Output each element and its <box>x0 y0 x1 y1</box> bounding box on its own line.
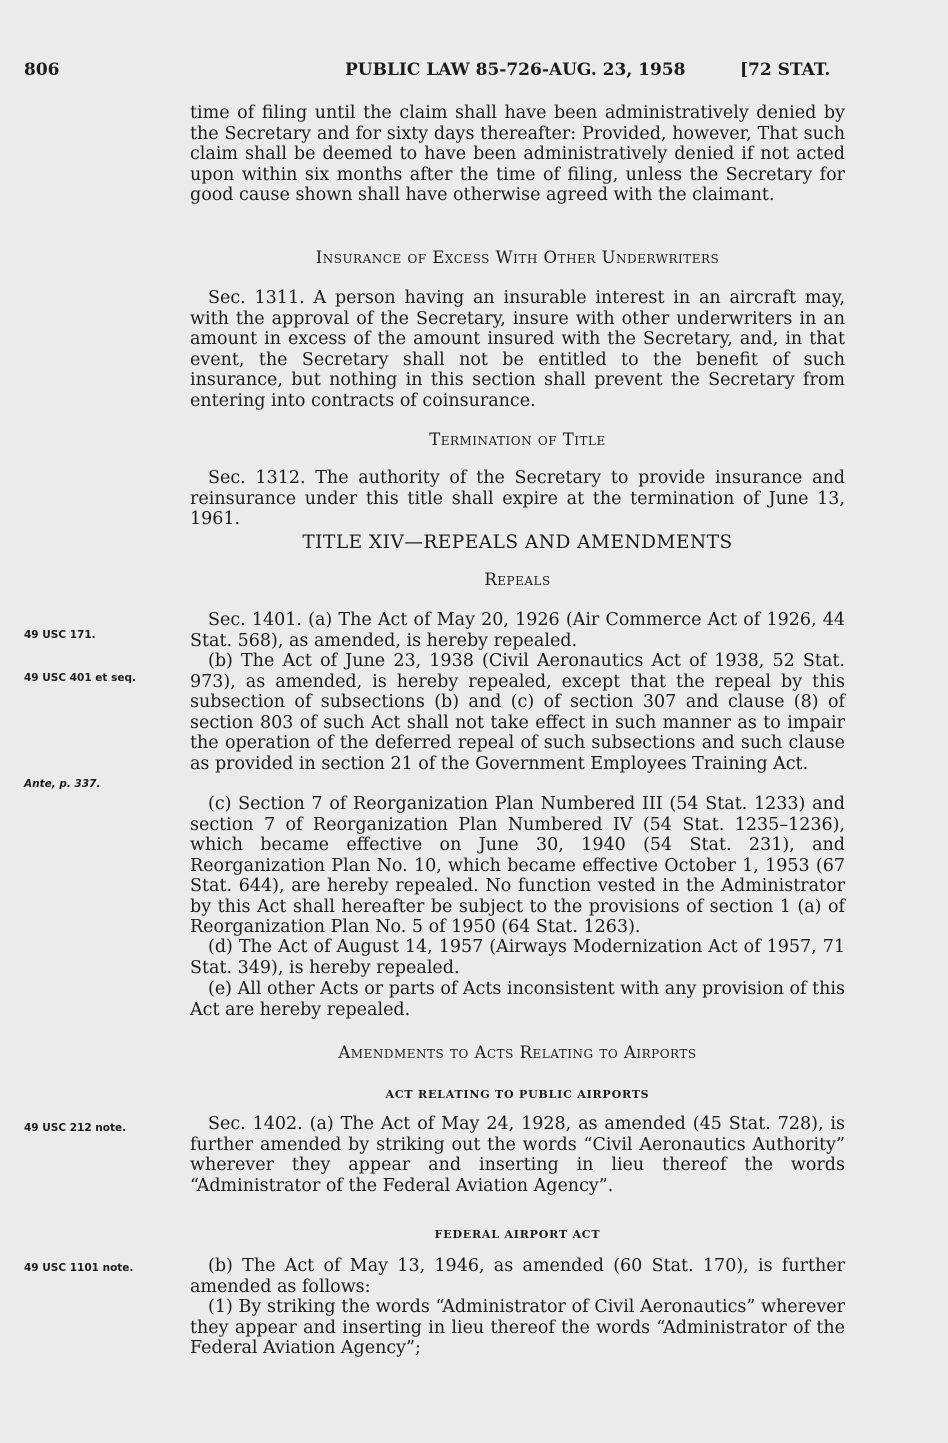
margin-note-ante-p-337: Ante, p. 337. <box>24 778 101 790</box>
paragraph-sec-1401-c: (c) Section 7 of Reorganization Plan Numbered III (54 Stat. 1233) and section 7 of Reorganization Plan Numbered IV (54 Stat. 1235–1236), which became effective on June 30, 1940 (54 Stat. 231), and Reorganization Plan No. 10, which became effective October 1, 1953 (67 Stat. 644), are hereby repealed. No function vested in the Administrator by this Act shall hereafter be subject to the provisions of section 1 (a) of Reorganization Plan No. 5 of 1950 (64 Stat. 1263). <box>190 794 845 937</box>
stat-reference: [72 STAT. <box>740 60 831 80</box>
margin-note-49-usc-212: 49 USC 212 note. <box>24 1122 127 1134</box>
paragraph-sec-1311: Sec. 1311. A person having an insurable interest in an aircraft may, with the approval of the Secretary, insure with other underwriters in an amount in excess of the amount insured with the Secretary, and, in that event, the Secretary shall not be entitled to the benefit of such insurance, but nothing in this section shall prevent the Secretary from entering into contracts of coinsurance. <box>190 288 845 411</box>
heading-amendments-airports: Amendments to Acts Relating to Airports <box>338 1043 697 1062</box>
margin-note-49-usc-401: 49 USC 401 et seq. <box>24 672 136 684</box>
title-xiv: TITLE XIV—REPEALS AND AMENDMENTS <box>302 532 733 553</box>
paragraph-sec-1401-a: Sec. 1401. (a) The Act of May 20, 1926 (Air Commerce Act of 1926, 44 Stat. 568), as amended, is hereby repealed. <box>190 610 845 651</box>
heading-termination-of-title: Termination of Title <box>429 430 606 449</box>
paragraph-sec-1402-a: Sec. 1402. (a) The Act of May 24, 1928, as amended (45 Stat. 728), is further amended by striking out the words “Civil Aeronautics Authority” wherever they appear and inserting in lieu thereof the words “Administrator of the Federal Aviation Agency”. <box>190 1114 845 1196</box>
paragraph-sec-1401-e: (e) All other Acts or parts of Acts inconsistent with any provision of this Act are hereby repealed. <box>190 979 845 1020</box>
heading-repeals: Repeals <box>484 570 551 589</box>
page-number: 806 <box>24 60 60 80</box>
paragraph-sec-1401-b: (b) The Act of June 23, 1938 (Civil Aeronautics Act of 1938, 52 Stat. 973), as amended, is hereby repealed, except that the repeal by this subsection of subsections (b) and (c) of section 307 and clause (8) of section 803 of such Act shall not take effect in such manner as to impair the operation of the deferred repeal of such subsections and such clause as provided in section 21 of the Government Employees Training Act. <box>190 651 845 774</box>
paragraph-sec-1402-b-1: (1) By striking the words “Administrator of Civil Aeronautics” wherever they appear and inserting in lieu thereof the words “Administrator of the Federal Aviation Agency”; <box>190 1297 845 1358</box>
subheading-public-airports: ACT RELATING TO PUBLIC AIRPORTS <box>385 1088 650 1101</box>
paragraph-sec-1312: Sec. 1312. The authority of the Secretary to provide insurance and reinsurance under this title shall expire at the termination of June 13, 1961. <box>190 468 845 529</box>
paragraph-claim-continuation: time of filing until the claim shall have been administratively denied by the Secretary and for sixty days thereafter: Provided, however, That such claim shall be deemed to have been administratively denied if not acted upon within six months after the time of filing, unless the Secretary for good cause shown shall have otherwise agreed with the claimant. <box>190 103 845 205</box>
paragraph-sec-1402-b: (b) The Act of May 13, 1946, as amended (60 Stat. 170), is further amended as follows: <box>190 1256 845 1297</box>
heading-insurance-excess: Insurance of Excess With Other Underwriters <box>315 248 720 267</box>
margin-note-49-usc-171: 49 USC 171. <box>24 629 96 641</box>
subheading-federal-airport-act: FEDERAL AIRPORT ACT <box>434 1228 601 1241</box>
running-title: PUBLIC LAW 85-726-AUG. 23, 1958 <box>345 60 686 80</box>
margin-note-49-usc-1101: 49 USC 1101 note. <box>24 1262 134 1274</box>
paragraph-sec-1401-d: (d) The Act of August 14, 1957 (Airways Modernization Act of 1957, 71 Stat. 349), is hereby repealed. <box>190 937 845 978</box>
